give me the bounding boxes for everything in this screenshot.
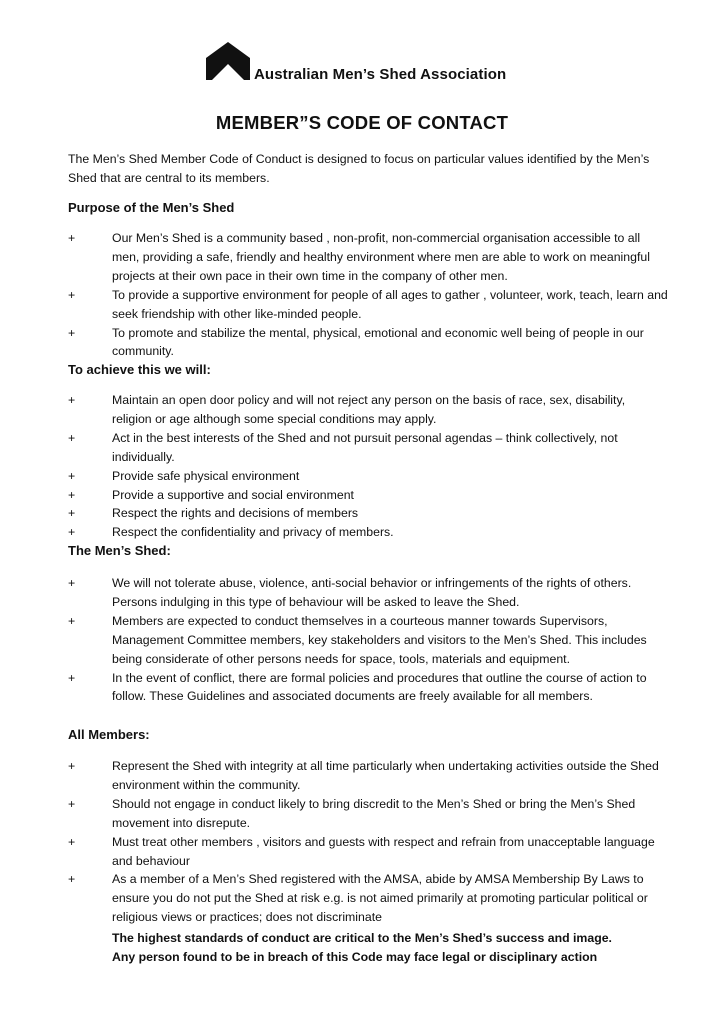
bullet-plus: +	[68, 613, 76, 628]
list-item: + Should not engage in conduct likely to bring discredit to the Men’s Shed or bring the Men’s Shed movement into disrepute.	[68, 796, 636, 830]
bullet-plus: +	[68, 231, 76, 245]
list-item: + As a member of a Men’s Shed registered with the AMSA, abide by AMSA Membership By Laws to ensure you do not put the Shed at risk e.g. is not aimed primarily at promoting particular political or religious views or practices; does not discriminate	[68, 872, 648, 925]
bullet-plus: +	[68, 287, 76, 302]
bullet-plus: +	[68, 468, 76, 483]
bullet-plus: +	[68, 325, 76, 340]
list-item: + Respect the confidentiality and privacy of members.	[68, 523, 668, 542]
list-item: + Act in the best interests of the Shed and not pursuit personal agendas – think collectively, not individually.	[68, 430, 618, 464]
list-item: + Provide a supportive and social environment	[68, 486, 668, 505]
intro-paragraph: The Men’s Shed Member Code of Conduct is designed to focus on particular values identified by the Men’s Shed that are central to its members.	[68, 152, 650, 185]
closing-statement	[112, 929, 672, 967]
purpose-list	[68, 229, 668, 361]
bullet-plus: +	[68, 670, 76, 685]
letterhead	[206, 42, 536, 84]
closing-line-1: The highest standards of conduct are critical to the Men’s Shed’s success and image.	[112, 931, 612, 945]
list-item: + Our Men’s Shed is a community based , non-profit, non-commercial organisation accessible to all men, providing a safe, friendly and healthy environment where men are able to work on meaningful projects at their own pace in their own time in the company of other men.	[68, 231, 650, 283]
bullet-plus: +	[68, 393, 76, 407]
list-item: + To provide a supportive environment for people of all ages to gather , volunteer, work, teach, learn and seek friendship with other like-minded people.	[68, 287, 668, 321]
bullet-plus: +	[68, 796, 76, 811]
section-heading-purpose: Purpose of the Men’s Shed	[68, 200, 235, 215]
list-item: + Maintain an open door policy and will not reject any person on the basis of race, sex, disability, religion or age although some special conditions may apply.	[68, 393, 626, 426]
document-title: MEMBER”S CODE OF CONTACT	[215, 112, 509, 133]
list-item: + To promote and stabilize the mental, physical, emotional and economic well being of people in our community.	[68, 325, 644, 359]
list-item: + Provide safe physical environment	[68, 467, 668, 486]
bullet-plus: +	[68, 759, 76, 773]
closing-line-2: Any person found to be in breach of this Code may face legal or disciplinary action	[112, 949, 598, 964]
all-members-list	[68, 757, 668, 927]
section-heading-mens-shed: The Men’s Shed:	[68, 543, 171, 558]
organisation-name: Australian Men’s Shed Association	[254, 66, 507, 83]
shed-roof-logo-icon	[206, 42, 250, 82]
bullet-plus: +	[68, 430, 76, 445]
list-item: + We will not tolerate abuse, violence, anti-social behavior or infringements of the rights of others. Persons indulging in this type of behaviour will be asked to leave the Shed.	[68, 576, 632, 609]
bullet-plus: +	[68, 834, 76, 849]
bullet-plus: +	[68, 506, 76, 521]
list-item: + Represent the Shed with integrity at all time particularly when undertaking activities outside the Shed environment within the community.	[68, 759, 659, 792]
section-heading-achieve: To achieve this we will:	[68, 362, 211, 377]
bullet-plus: +	[68, 487, 76, 502]
mens-shed-list	[68, 574, 668, 706]
bullet-plus: +	[68, 872, 76, 887]
achieve-list	[68, 391, 668, 542]
list-item: + Must treat other members , visitors and guests with respect and refrain from unacceptable language and behaviour	[68, 834, 655, 868]
bullet-plus: +	[68, 576, 76, 590]
bullet-plus: +	[68, 525, 76, 540]
list-item: + In the event of conflict, there are formal policies and procedures that outline the course of action to follow. These Guidelines and associated documents are freely available for all members.	[68, 670, 647, 704]
section-heading-all-members: All Members:	[68, 727, 150, 742]
list-item: + Respect the rights and decisions of members	[68, 504, 668, 523]
list-item: + Members are expected to conduct themselves in a courteous manner towards Supervisors, Management Committee members, key stakeholders and visitors to the Men’s Shed. This includes being considerate of other persons needs for space, tools, materials and equipment.	[68, 613, 647, 666]
